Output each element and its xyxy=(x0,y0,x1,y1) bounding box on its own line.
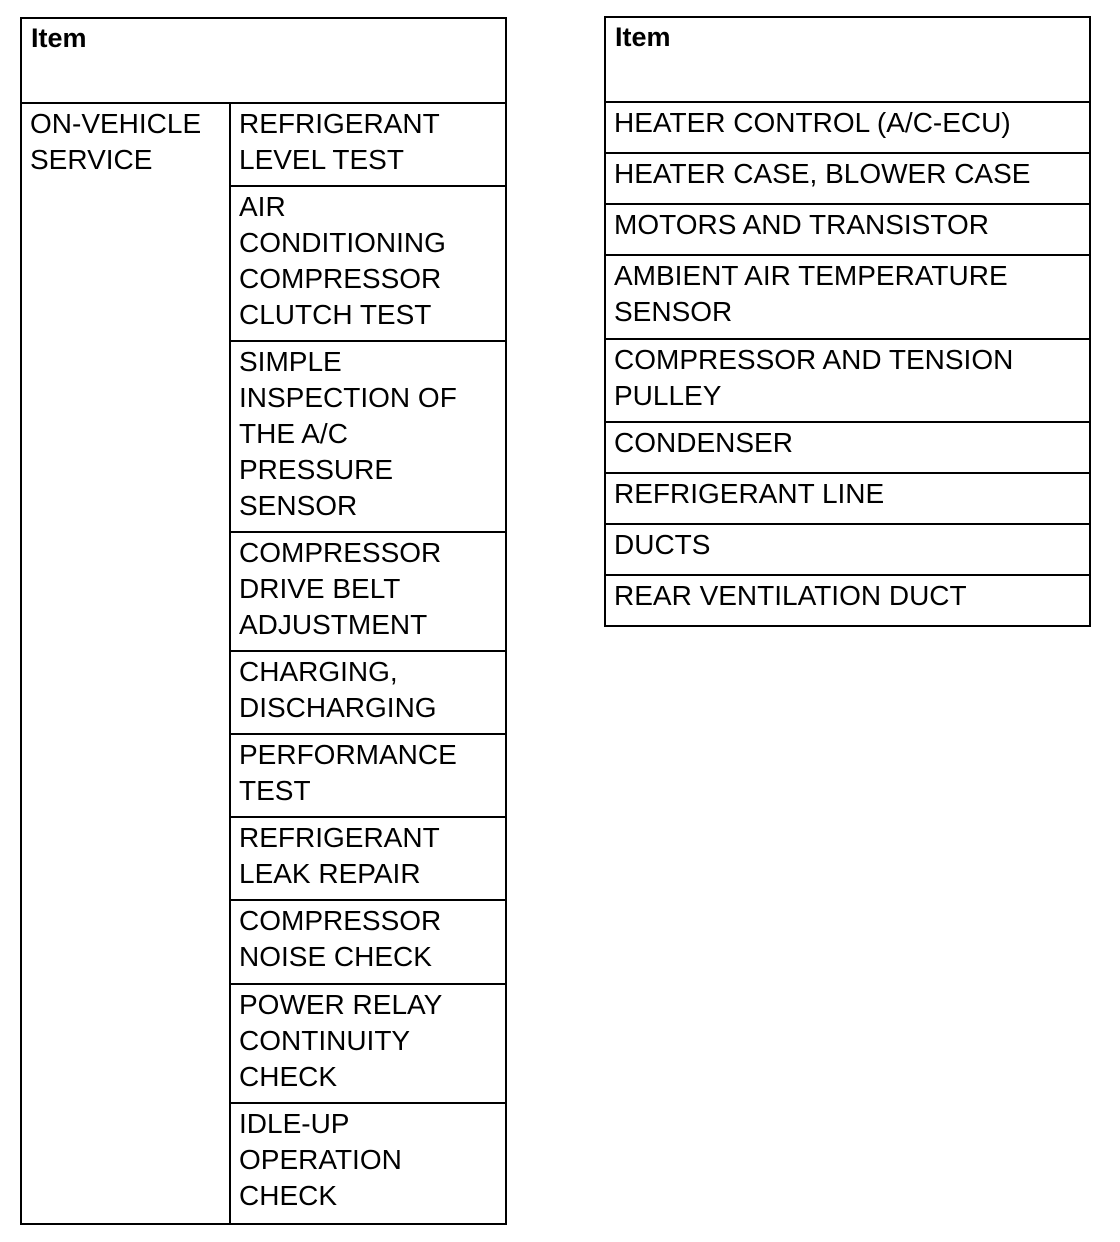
table-row: HEATER CONTROL (A/C-ECU) xyxy=(606,101,1089,154)
on-vehicle-service-table xyxy=(20,17,507,1225)
table-row: REFRIGERANT LEAK REPAIR xyxy=(231,816,505,901)
table-row: REAR VENTILATION DUCT xyxy=(614,580,967,611)
table-row: COMPRESSOR DRIVE BELT ADJUSTMENT xyxy=(231,531,505,652)
right-header-label: Item xyxy=(615,22,671,52)
table-row: HEATER CASE, BLOWER CASE xyxy=(606,152,1089,205)
table-row: COMPRESSOR NOISE CHECK xyxy=(231,899,505,985)
table-row: REFRIGERANT LINE xyxy=(606,472,1089,525)
right-table-header xyxy=(606,18,1089,103)
components-table xyxy=(604,16,1091,627)
table-row: REFRIGERANT LEVEL TEST xyxy=(231,102,505,187)
table-row: POWER RELAY CONTINUITY CHECK xyxy=(231,983,505,1104)
left-header-label: Item xyxy=(31,23,87,53)
left-table-header xyxy=(22,19,505,104)
table-row: CONDENSER xyxy=(606,421,1089,474)
table-row: PERFORMANCE TEST xyxy=(231,733,505,818)
table-row: AIR CONDITIONING COMPRESSOR CLUTCH TEST xyxy=(231,185,505,342)
table-row: IDLE-UP OPERATION CHECK xyxy=(239,1108,402,1211)
table-row: SIMPLE INSPECTION OF THE A/C PRESSURE SENSOR xyxy=(231,340,505,533)
table-row: DUCTS xyxy=(606,523,1089,576)
table-row: MOTORS AND TRANSISTOR xyxy=(606,203,1089,256)
table-row: COMPRESSOR AND TENSION PULLEY xyxy=(606,338,1089,423)
table-row: CHARGING, DISCHARGING xyxy=(231,650,505,735)
table-row: AMBIENT AIR TEMPERATURE SENSOR xyxy=(606,254,1089,340)
category-cell: ON-VEHICLE SERVICE xyxy=(30,108,202,175)
